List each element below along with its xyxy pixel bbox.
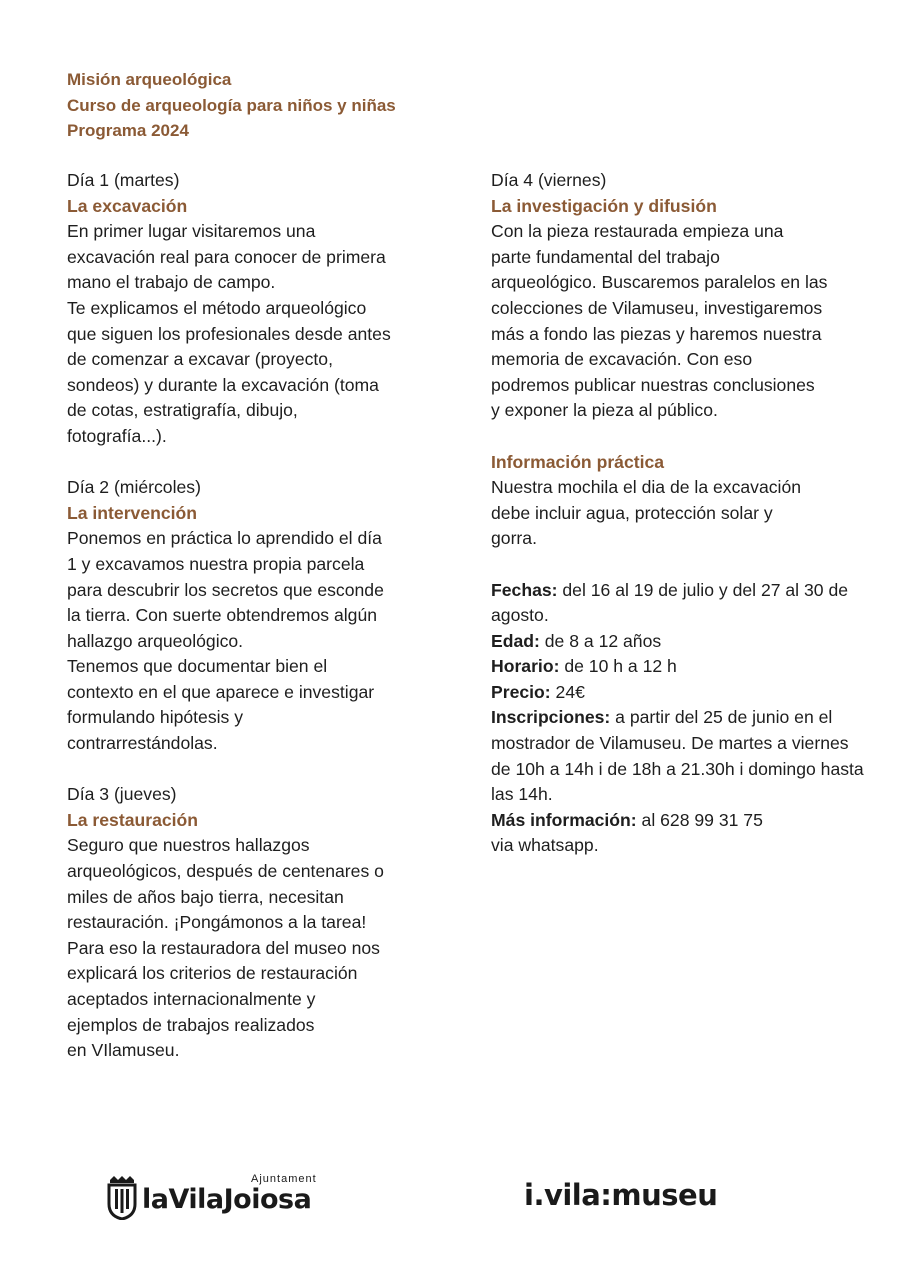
day-3-line: restauración. ¡Pongámonos a la tarea! — [67, 912, 367, 933]
whatsapp-note: via whatsapp. — [491, 835, 599, 856]
day-2-line: para descubrir los secretos que esconde — [67, 579, 384, 600]
price-value: 24€ — [550, 681, 585, 702]
day-3-section — [67, 782, 432, 1064]
day-2-line: formulando hipótesis y — [67, 707, 244, 728]
more-info-value: al 628 99 31 75 — [636, 809, 763, 830]
dates-row — [491, 578, 871, 629]
price-label: Precio: — [491, 681, 551, 702]
day-3-line: ejemplos de trabajos realizados — [67, 1014, 315, 1035]
day-4-line: arqueológico. Buscaremos paralelos en las — [491, 272, 828, 293]
more-info-label: Más información: — [491, 809, 637, 830]
age-row — [491, 629, 871, 655]
schedule-row — [491, 654, 871, 680]
practical-info-title: Información práctica — [491, 451, 665, 472]
day-4-line: parte fundamental del trabajo — [491, 246, 720, 267]
day-4-line: podremos publicar nuestras conclusiones — [491, 374, 815, 395]
day-2-line: hallazgo arqueológico. — [67, 630, 244, 651]
day-1-label: Día 1 (martes) — [67, 170, 180, 190]
day-2-title: La intervención — [67, 502, 198, 523]
day-1-line: mano el trabajo de campo. — [67, 272, 276, 293]
day-3-line: Seguro que nuestros hallazgos — [67, 835, 310, 856]
day-3-line: arqueológicos, después de centenares o — [67, 861, 384, 882]
day-3-line: explicará los criterios de restauración — [67, 963, 358, 984]
day-3-line: miles de años bajo tierra, necesitan — [67, 886, 344, 907]
left-column — [67, 168, 432, 1089]
day-1-line: sondeos) y durante la excavación (toma — [67, 374, 379, 395]
document-header — [67, 67, 396, 144]
day-3-line: Para eso la restauradora del museo nos — [67, 937, 380, 958]
practical-info-line: Nuestra mochila el dia de la excavación — [491, 477, 802, 498]
schedule-label: Horario: — [491, 656, 560, 677]
day-1-line: de cotas, estratigrafía, dibujo, — [67, 400, 298, 421]
day-2-label: Día 2 (miércoles) — [67, 477, 201, 498]
schedule-value: de 10 h a 12 h — [559, 656, 677, 677]
day-3-title: La restauración — [67, 809, 199, 830]
vilamuseu-logo — [524, 1178, 754, 1218]
day-2-section — [67, 475, 432, 757]
day-2-line: Tenemos que documentar bien el — [67, 656, 328, 677]
day-2-line: Ponemos en práctica lo aprendido el día — [67, 528, 382, 549]
day-1-line: de comenzar a excavar (proyecto, — [67, 349, 333, 370]
day-4-title: La investigación y difusión — [491, 195, 717, 216]
dates-value: del 16 al 19 de julio y del 27 al 30 de agosto. — [491, 579, 849, 626]
day-2-line: 1 y excavamos nuestra propia parcela — [67, 553, 365, 574]
ajuntament-logo — [106, 1170, 346, 1226]
day-4-line: memoria de excavación. Con eso — [491, 349, 753, 370]
day-3-line: en VIlamuseu. — [67, 1040, 180, 1061]
practical-info-line: gorra. — [491, 528, 537, 549]
crest-icon — [106, 1174, 138, 1220]
day-4-line: Con la pieza restaurada empieza una — [491, 221, 784, 242]
age-label: Edad: — [491, 630, 540, 651]
dates-label: Fechas: — [491, 579, 558, 600]
ajuntament-small-text: Ajuntament — [251, 1173, 317, 1185]
day-3-label: Día 3 (jueves) — [67, 784, 177, 805]
day-1-line: que siguen los profesionales desde antes — [67, 323, 391, 344]
day-4-label: Día 4 (viernes) — [491, 170, 607, 190]
header-title: Misión arqueológica — [67, 70, 232, 89]
registration-row — [491, 705, 871, 807]
footer-logos — [0, 1170, 905, 1230]
ajuntament-wordmark: laVilaJoiosa — [142, 1184, 312, 1215]
practical-info-section — [491, 450, 871, 552]
day-2-line: la tierra. Con suerte obtendremos algún — [67, 605, 378, 626]
day-4-line: más a fondo las piezas y haremos nuestra — [491, 323, 822, 344]
price-row — [491, 680, 871, 706]
registration-label: Inscripciones: — [491, 707, 611, 728]
more-info-row — [491, 808, 871, 834]
right-column — [491, 168, 871, 859]
day-1-section — [67, 168, 432, 450]
day-4-section — [491, 168, 871, 424]
day-2-line: contrarrestándolas. — [67, 733, 218, 754]
day-3-line: aceptados internacionalmente y — [67, 989, 316, 1009]
day-1-line: excavación real para conocer de primera — [67, 246, 386, 267]
day-4-line: y exponer la pieza al público. — [491, 400, 718, 421]
registration-value: a partir del 25 de junio en el mostrador de Vilamuseu. De martes a viernes de 10h a 14h i de 18h a 21.30h i domingo hasta las 14h. — [491, 707, 864, 805]
vilamuseu-wordmark: i.vila:museu — [524, 1178, 718, 1212]
day-1-line: En primer lugar visitaremos una — [67, 221, 316, 242]
day-2-line: contexto en el que aparece e investigar — [67, 681, 375, 702]
day-4-line: colecciones de Vilamuseu, investigaremos — [491, 297, 823, 318]
header-subtitle: Curso de arqueología para niños y niñas — [67, 95, 396, 115]
day-1-title: La excavación — [67, 195, 188, 216]
details-section — [491, 578, 871, 860]
age-value: de 8 a 12 años — [539, 630, 662, 651]
day-1-line: fotografía...). — [67, 425, 167, 446]
practical-info-line: debe incluir agua, protección solar y — [491, 502, 773, 523]
header-program-year: Programa 2024 — [67, 121, 189, 141]
day-1-line: Te explicamos el método arqueológico — [67, 297, 367, 318]
